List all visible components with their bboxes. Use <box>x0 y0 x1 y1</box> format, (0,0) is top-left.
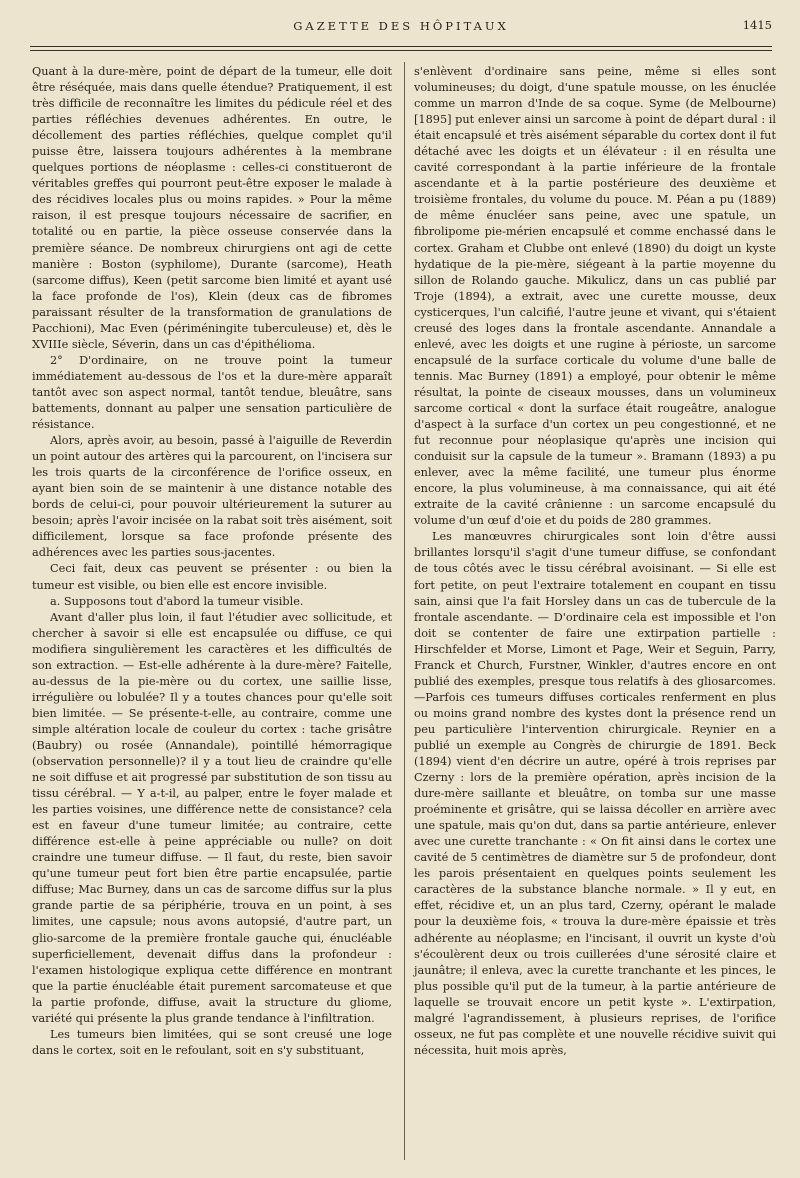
paragraph: s'enlèvent d'ordinaire sans peine, même si elles sont volumineuses; du doigt, d'une spatule mousse, on les énuclée comme un marron d'Inde de sa coque. Syme (de Melbourne) [1895] put enlever ainsi un sarcome à point de départ dural : il était encapsulé et très aisément séparable du cortex dont il fut détaché avec les doigts et un élévateur : il en résulta une cavité correspondant à la partie inférieure de la frontale ascendante et à la partie postérieure des deuxième et troisième frontales, du volume du pouce. M. Péan a pu (1889) de même énucléer sans peine, avec une spatule, un fibrolipome pie-mérien encapsulé et comme enchassé dans le cortex. Graham et Clubbe ont enlevé (1890) du doigt un kyste hydatique de la pie-mère, siégeant à la partie moyenne du sillon de Rolando gauche. Mikulicz, dans un cas publié par Troje (1894), a extrait, avec une curette mousse, deux cysticerques, l'un calcifié, l'autre jeune et vivant, qui s'étaient creusé des loges dans la frontale ascendante. Annandale a enlevé, avec les doigts et une rugine à périoste, un sarcome encapsulé de la surface corticale du volume d'une balle de tennis. Mac Burney (1891) a employé, pour obtenir le même résultat, la pointe de ciseaux mousses, dans un volumineux sarcome cortical « dont la surface était rougeâtre, analogue d'aspect à la surface d'un cortex un peu congestionné, et ne fut reconnue pour néoplasique qu'après une incision qui conduisit sur la capsule de la tumeur ». Bramann (1893) a pu enlever, avec la même facilité, une tumeur plus énorme encore, la plus volumineuse, à ma connaissance, qui ait été extraite de la cavité crânienne : un sarcome encapsulé du volume d'un œuf d'oie et du poids de 280 grammes. <box>414 65 776 528</box>
right-column <box>414 64 776 1059</box>
paragraph: Les manœuvres chirurgicales sont loin d'être aussi brillantes lorsqu'il s'agit d'une tumeur diffuse, se confondant de tous côtés avec le tissu cérébral avoisinant. — Si elle est fort petite, on peut l'extraire totalement en coupant en tissu sain, ainsi que l'a fait Horsley dans un cas de tubercule de la frontale ascendante. — D'ordinaire cela est impossible et l'on doit se contenter de faire une extirpation partielle : Hirschfelder et Morse, Limont et Page, Weir et Seguin, Parry, Franck et Church, Furstner, Winkler, d'autres encore en ont publié des exemples, presque tous relatifs à des gliosarcomes.—Parfois ces tumeurs diffuses corticales renferment en plus ou moins grand nombre des kystes dont la présence rend un peu particulière l'intervention chirurgicale. Reynier en a publié un exemple au Congrès de chirurgie de 1891. Beck (1894) vient d'en décrire un autre, opéré à trois reprises par Czerny : lors de la première opération, après incision de la dure-mère saillante et bleuâtre, on tomba sur une masse proéminente et grisâtre, qui se laissa décoller en arrière avec une spatule, mais qu'on dut, dans sa partie antérieure, enlever avec une curette tranchante : « On fit ainsi dans le cortex une cavité de 5 centimètres de diamètre sur 5 de profondeur, dont les parois présentaient en quelques points seulement les caractères de la substance blanche normale. » Il y eut, en effet, récidive et, un an plus tard, Czerny, opérant le malade pour la deuxième fois, « trouva la dure-mère épaissie et très adhérente au néoplasme; en l'incisant, il ouvrit un kyste d'où s'écoulèrent deux ou trois cuillerées d'une sérosité claire et jaunâtre; il enleva, avec la curette tranchante et les pinces, le plus possible qu'il put de la tumeur, à la partie antérieure de laquelle se trouvait encore un petit kyste ». L'extirpation, malgré l'agrandissement, à plusieurs reprises, de l'orifice osseux, ne fut pas complète et une nouvelle récidive suivit qui nécessita, huit mois après, <box>414 530 776 1057</box>
header-rule-thin <box>30 50 772 51</box>
header-rule <box>30 46 772 47</box>
paragraph: a. Supposons tout d'abord la tumeur visible. <box>50 594 304 608</box>
running-title: GAZETTE DES HÔPITAUX <box>293 19 509 33</box>
page-header <box>30 14 772 44</box>
page-number: 1415 <box>742 18 772 32</box>
column-divider <box>404 62 405 1160</box>
paragraph: Alors, après avoir, au besoin, passé à l'aiguille de Reverdin un point autour des artères qui la parcourent, on l'incisera sur les trois quarts de la circonférence de l'orifice osseux, en ayant bien soin de se maintenir à une distance notable des bords de celui-ci, pour pouvoir ultérieurement la suturer au besoin; après l'avoir incisée on la rabat soit très aisément, soit difficilement, lorsque sa face profonde présente des adhérences avec les parties sous-jacentes. <box>32 434 392 560</box>
paragraph: Quant à la dure-mère, point de départ de la tumeur, elle doit être réséquée, mais dans quelle étendue? Pratiquement, il est très difficile de reconnaître les limites du pédicule réel et des parties réfléchies devenues adhérentes. En outre, le décollement des parties réfléchies, quelque complet qu'il puisse être, laissera toujours adhérentes à la membrane quelques portions de néoplasme : celles-ci constitueront de véritables greffes qui pourront peut-être exposer le malade à des récidives locales plus ou moins rapides. » Pour la même raison, il est presque toujours nécessaire de sacrifier, en totalité ou en partie, la pièce osseuse conservée dans la première séance. De nombreux chirurgiens ont agi de cette manière : Boston (syphilome), Durante (sarcome), Heath (sarcome diffus), Keen (petit sarcome bien limité et ayant usé la face profonde de l'os), Klein (deux cas de fibromes paraissant résulter de la transformation de granulations de Pacchioni), Mac Even (périméningite tuberculeuse) et, dès le XVIIIe siècle, Séverin, dans un cas d'épithélioma. <box>32 65 392 351</box>
left-column <box>32 64 392 1059</box>
paragraph: Avant d'aller plus loin, il faut l'étudier avec sollicitude, et chercher à savoir si elle est encapsulée ou diffuse, ce qui modifiera singulièrement les caractères et les difficultés de son extraction. — Est-elle adhérente à la dure-mère? Faitelle, au-dessus de la pie-mère ou du cortex, une saillie lisse, irrégulière ou lobulée? Il y a toutes chances pour qu'elle soit bien limitée. — Se présente-t-elle, au contraire, comme une simple altération locale de couleur du cortex : tache grisâtre (Baubry) ou rosée (Annandale), pointillé hémorragique (observation personnelle)? il y a tout lieu de craindre qu'elle ne soit diffuse et ait progressé par substitution de son tissu au tissu cérébral. — Y a-t-il, au palper, entre le foyer malade et les parties voisines, une différence nette de consistance? cela est en faveur d'une tumeur limitée; au contraire, cette différence est-elle à peine appréciable ou nulle? on doit craindre une tumeur diffuse. — Il faut, du reste, bien savoir qu'une tumeur peut fort bien être partie encapsulée, partie diffuse; Mac Burney, dans un cas de sarcome diffus sur la plus grande partie de sa périphérie, trouva en un point, à ses limites, une capsule; nous avons autopsié, d'autre part, un glio-sarcome de la première frontale gauche qui, énucléable superficiellement, devenait diffus dans la profondeur : l'examen histologique expliqua cette différence en montrant que la partie énucléable était purement sarcomateuse et que la partie profonde, diffuse, avait la structure du gliome, variété qui présente la plus grande tendance à l'infiltration. <box>32 610 392 1025</box>
paragraph: Ceci fait, deux cas peuvent se présenter : ou bien la tumeur est visible, ou bien elle est encore invisible. <box>32 562 392 592</box>
paragraph: 2° D'ordinaire, on ne trouve point la tumeur immédiatement au-dessous de l'os et la dure-mère apparaît tantôt avec son aspect normal, tantôt tendue, bleuâtre, sans battements, donnant au palper une sensation particulière de résistance. <box>32 353 392 432</box>
paragraph: Les tumeurs bien limitées, qui se sont creusé une loge dans le cortex, soit en le refoulant, soit en s'y substituant, <box>32 1027 392 1057</box>
